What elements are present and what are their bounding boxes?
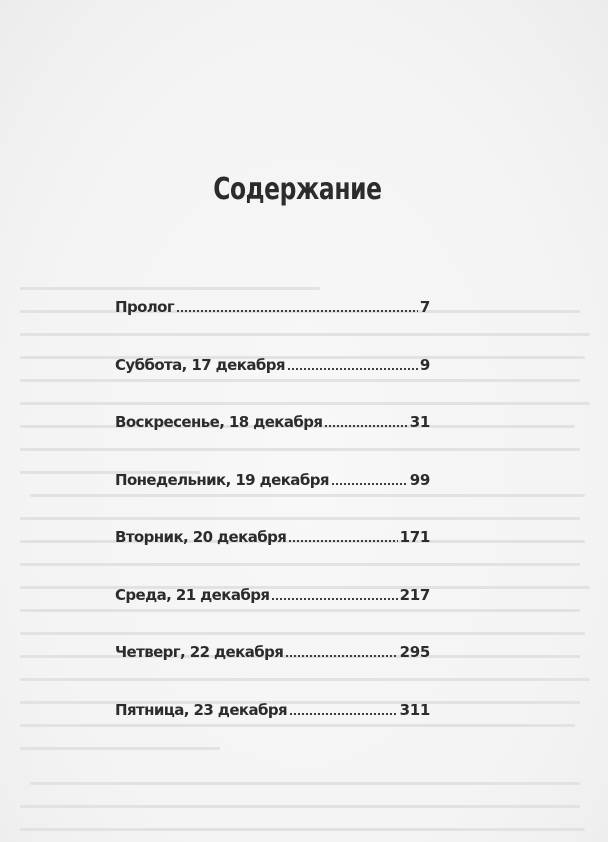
toc-entry-tuesday[interactable] — [115, 517, 430, 546]
toc-entry-label: Пролог — [115, 298, 175, 316]
dot-leader — [288, 540, 397, 542]
toc-entry-label: Среда, 21 декабря — [115, 585, 270, 604]
toc-entry-thursday[interactable] — [115, 632, 430, 661]
toc-entry-label: Четверг, 22 декабря — [115, 643, 284, 661]
toc-entry-wednesday[interactable] — [115, 575, 430, 604]
dot-leader — [324, 425, 407, 427]
dot-leader — [289, 713, 398, 715]
toc-entry-prologue[interactable] — [115, 287, 430, 316]
table-of-contents — [115, 287, 430, 747]
dot-leader — [331, 483, 408, 485]
dot-leader — [271, 598, 397, 600]
toc-entry-label: Пятница, 23 декабря — [115, 700, 288, 719]
toc-entry-monday[interactable] — [115, 460, 430, 489]
contents-title: Содержание — [213, 172, 382, 207]
toc-entry-label: Понедельник, 19 декабря — [115, 470, 329, 489]
toc-entry-page: 171 — [399, 528, 430, 546]
toc-entry-sunday[interactable] — [115, 402, 430, 431]
dot-leader — [285, 655, 397, 657]
toc-entry-page: 9 — [419, 355, 430, 374]
dot-leader — [176, 310, 418, 312]
toc-entry-page: 311 — [399, 700, 430, 719]
toc-entry-page: 295 — [399, 643, 430, 661]
toc-entry-label: Воскресенье, 18 декабря — [115, 413, 323, 431]
dot-leader — [287, 368, 418, 370]
toc-entry-page: 99 — [409, 470, 430, 489]
toc-entry-page: 7 — [419, 298, 430, 316]
toc-entry-label: Вторник, 20 декабря — [115, 528, 287, 546]
toc-entry-friday[interactable] — [115, 690, 430, 719]
toc-entry-saturday[interactable] — [115, 345, 430, 374]
toc-entry-page: 217 — [399, 585, 430, 604]
toc-entry-page: 31 — [409, 413, 430, 431]
toc-entry-label: Суббота, 17 декабря — [115, 355, 285, 374]
